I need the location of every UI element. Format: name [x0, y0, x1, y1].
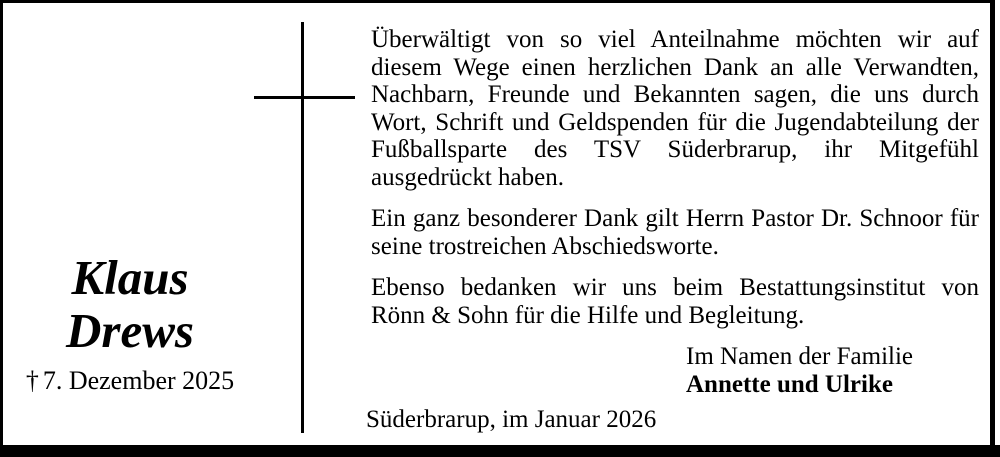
scan-border-bottom [0, 445, 1000, 457]
deceased-first-name: Klaus [71, 250, 189, 305]
scan-border-right [990, 0, 995, 457]
signature-block [686, 343, 979, 398]
signature-family-line: Im Namen der Familie [686, 343, 914, 370]
deceased-last-name: Drews [66, 303, 194, 358]
paragraph-pastor: Ein ganz besonderer Dank gilt Herrn Pastor Dr. Schnoor für seine trostreichen Abschiedsworte. [371, 205, 979, 260]
dagger-icon: † [25, 366, 39, 395]
paragraph-undertaker: Ebenso bedanken wir uns beim Bestattungsinstitut von Rönn & Sohn für die Hilfe und Begleitung. [371, 274, 979, 329]
paragraph-thanks: Überwältigt von so viel Anteilnahme möchten wir auf diesem Wege einen herzlichen Dank an alle Verwandten, Nachbarn, Freunde und Bekannten sagen, die uns durch Wort, Schrift und Geldspenden für die Jugendabteilung der Fußballsparte des TSV Süderbrarup, ihr Mitgefühl ausgedrückt haben. [371, 26, 979, 191]
death-date-text: 7. Dezember 2025 [42, 366, 235, 395]
scan-border-top [0, 0, 994, 3]
deceased-panel [15, 251, 245, 396]
cross-vertical-bar [301, 22, 304, 433]
cross-horizontal-bar [254, 96, 355, 99]
signature-names: Annette und Ulrike [686, 370, 893, 398]
notice-text [371, 26, 979, 398]
scan-border-left [0, 0, 3, 457]
place-date-line: Süderbrarup, im Januar 2026 [366, 406, 657, 433]
death-date [15, 365, 245, 396]
